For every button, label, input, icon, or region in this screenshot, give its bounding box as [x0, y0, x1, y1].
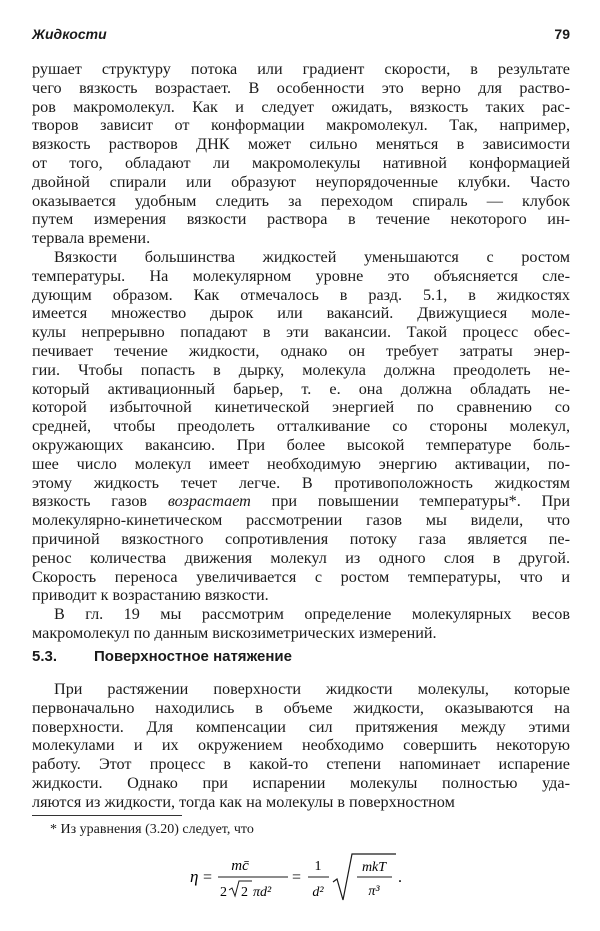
text-line: имеется множество дырок или вакансий. Движущиеся моле-: [32, 304, 570, 323]
section-title: Поверхностное натяжение: [94, 648, 292, 665]
formula-num1: mc̄: [231, 858, 249, 874]
body-text-upper: [32, 60, 570, 643]
text-line: работу. Этот процесс в какой-то степени напоминает испарение: [32, 755, 570, 774]
text-line: причиной вязкостного сопротивления потоку газа является пе-: [32, 529, 570, 548]
text-line: первоначально находились в объеме жидкости, оказываются на: [32, 698, 570, 717]
text-line: которой избыточной кинетической энергией по сравнению со: [32, 398, 570, 417]
text-line: вязкость растворов ДНК может сильно меняться в зависимости: [32, 135, 570, 154]
formula-sqrt-den: π³: [368, 884, 380, 899]
text-line: дующим образом. Как отмечалось в разд. 5.1, в жидкостях: [32, 285, 570, 304]
formula-den1-rest: πd²: [253, 885, 272, 900]
formula-den1-sqrt: 2: [241, 885, 248, 900]
text-line: рушает структуру потока или градиент скорости, в результате: [32, 60, 570, 78]
text-line: который активационный барьер, т. е. она должна обладать не-: [32, 379, 570, 398]
text-line: печивает течение жидкости, однако он требует затраты энер-: [32, 341, 570, 360]
text-line: поверхности. Для компенсации сил притяжения между этими: [32, 717, 570, 736]
text-line: молекулярно-кинетическом рассмотрении газов мы видели, что: [32, 511, 570, 530]
text-line: гии. Чтобы попасть в дырку, молекула должна преодолеть не-: [32, 360, 570, 379]
text-line: шее число молекул имеет необходимую энергию активации, по-: [32, 454, 570, 473]
text-line: приводит к возрастанию вязкости.: [32, 586, 269, 605]
text-line: кулы непрерывно попадают в эти вакансии. Такой процесс обес-: [32, 323, 570, 342]
text-line: ров макромолекул. Как и следует ожидать, вязкость таких рас-: [32, 97, 570, 116]
text-line: этому жидкость течет легче. В противоположность жидкостям: [32, 473, 570, 492]
text-line: молекулами и их окружением необходимо совершить некоторую: [32, 736, 570, 755]
text-line: окружающих вакансию. При более высокой температуре боль-: [32, 435, 570, 454]
section-number: 5.3.: [32, 648, 58, 665]
text-line: тервала времени.: [32, 229, 151, 248]
viscosity-formula: [190, 850, 430, 906]
running-title: Жидкости: [32, 26, 107, 42]
text-line: В гл. 19 мы рассмотрим определение молекулярных весов: [54, 605, 570, 624]
text-line: Скорость переноса увеличивается с ростом температуры, что и: [32, 567, 570, 586]
text-line: творов зависит от конформации макромолекул. Так, например,: [32, 116, 570, 135]
body-text-lower: [32, 680, 570, 812]
text-line: оказывается удобным следить за переходом спираль — клубок: [32, 191, 570, 210]
text-line: средней, чтобы преодолеть отталкивание со стороны молекул,: [32, 417, 570, 436]
formula-eq2: =: [292, 869, 302, 886]
formula-num2: 1: [314, 859, 322, 874]
text-line: двойной спирали или образуют неупорядоченные клубки. Часто: [32, 172, 570, 191]
footnote: * Из уравнения (3.20) следует, что: [50, 822, 254, 837]
page-header: [32, 26, 570, 46]
text-line: температуры. На молекулярном уровне это объясняется сле-: [32, 266, 570, 285]
text-line: ренос количества движения молекул из одного слоя в другой.: [32, 548, 570, 567]
footnote-rule: [32, 815, 182, 816]
emphasis: возрастает: [167, 492, 251, 511]
text-line: Вязкости большинства жидкостей уменьшаются с ростом: [54, 247, 570, 266]
text-line: При растяжении поверхности жидкости молекулы, которые: [54, 680, 570, 698]
formula-eq1: =: [203, 869, 213, 886]
formula-end: .: [398, 869, 402, 886]
text-line: вязкость газов возрастает при повышении температуры*. При: [32, 492, 570, 511]
text-line: чего вязкость возрастает. В особенности это верно для раство-: [32, 78, 570, 97]
formula-den2: d²: [312, 885, 324, 900]
text-line: путем измерения вязкости раствора в течение некоторого ин-: [32, 210, 570, 229]
text-line: макромолекул по данным вискозиметрических измерений.: [32, 623, 437, 642]
text-line: жидкости. Однако при испарении молекулы полностью уда-: [32, 773, 570, 792]
text-line: от того, обладают ли макромолекулы нативной конформацией: [32, 153, 570, 172]
formula-lhs: η: [190, 867, 199, 886]
formula-sqrt-num: mkT: [361, 860, 387, 875]
text-line: ляются из жидкости, тогда как на молекулы в поверхностном: [32, 792, 455, 811]
formula-svg: [190, 850, 430, 906]
section-heading: [32, 648, 570, 670]
page-number: 79: [554, 26, 570, 42]
formula-den1-coef: 2: [220, 885, 227, 900]
